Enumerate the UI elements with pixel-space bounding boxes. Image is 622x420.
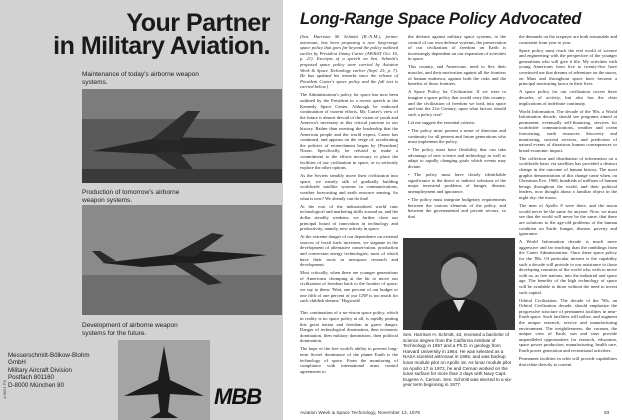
paragraph: A World Information decade is much more aggressive and far reaching than the ramblings from the Carter Administration. Once these space policy for the '80s. Of particular interest is the capability such a decade will provide to our assistance to those developing countries of the world who wish to move with us, as free nations, into the industrial and space age. The benefits of the high technology of space will be available to those without the need to invest such capital. <box>519 239 617 295</box>
fighter-jet-image <box>118 340 210 420</box>
ad-code: A 8621 PS <box>2 380 7 399</box>
paragraph: the defense against military space systems, to the control of our own defense systems, the preservation of our civilization of freedom on Earth is increasingly dependent on our expansion of activities in space. <box>408 34 506 62</box>
paragraph: • The policy must have flexibility that can take advantage of new science and technology as well as adapt to rapidly changing goals which events may dictate. <box>408 147 506 169</box>
company-line: Military Aircraft Division <box>8 366 72 374</box>
company-line: Postfach 801160 <box>8 374 54 382</box>
paragraph: • The policy must present a sense of direction and continuity for all present and future generations who must implement the policy. <box>408 127 506 145</box>
paragraph: • The policy must integrate budgetary requirements between the various elements of the policy, and between the governmental and private sectors, so that <box>408 196 506 219</box>
paragraph: As the Soviets steadily move their civilization into space, we merely talk of gradually building worldwide satellite systems in communications, weather forecasting and earth resource sensing. So what is new? We already can do that! <box>300 173 398 201</box>
paragraph: A space policy for our civilization covers three decades of activity, but also has the clear implications of indefinite continuity. <box>519 89 617 106</box>
article <box>300 0 622 420</box>
article-column-3 <box>519 34 617 410</box>
page-footer-source: Aviation Week & Space Technology, November 13, 1978 <box>300 411 420 416</box>
aircraft-hangar-image <box>82 89 282 183</box>
ad-headline-line1: Your Partner <box>126 9 270 37</box>
mbb-logo: MBB <box>214 384 262 409</box>
ad-company-address <box>8 352 90 389</box>
mbb-advertisement <box>0 0 283 420</box>
paragraph: World Information. The decade of the '80s, a World Information decade, should see programs aimed at permanent, eventually self-financing, services for worldwide communications, weather and ocean forecasting, earth resources discovery and monitoring, societal services, and prediction of natural events of disastrous human consequences or broad economic impact. <box>519 108 617 153</box>
ad-photo-maintenance <box>82 89 282 183</box>
page-number: 83 <box>604 411 610 416</box>
ad-caption-production: Production of tomorrow's airborne weapon systems. <box>82 189 180 204</box>
paragraph: This continuation of a no-vision space policy, which in reality is no space policy at all, is rapidly putting this great nation and freedom in grave danger. Danger of technological domination, then economic domination, then military domination, then political domination. <box>300 310 398 344</box>
company-line: D-8000 München 80 <box>8 381 65 389</box>
paragraph: Orbital Civilization. The decade of the '90s, an Orbital Civilization decade, should emphasize the progressive structure of permanent facilities in near-Earth space. Such facilities will utilize, and augment the unique research, service and manufacturing environment. The weightlessness, the vacuum, the unique view of Earth, sun and stars provide unparalleled opportunities for research, education, space power production, manufacturing, health care, Earth power generation and recreational activities. <box>519 297 617 353</box>
paragraph: The collection and distribution of information on a worldwide basis via satellites has provided a distinct change in the outcome of human history. The most graphic demonstration of this change came when, on Christmas Eve, 1968, hundreds of millions of human beings throughout the world, and their political leaders, now thought about a familiar object in the night sky: the moon. <box>519 155 617 201</box>
ad-headline-line2: in Military Aviation. <box>53 32 270 60</box>
photo-caption: Sen. Harrison H. Schmitt, 43, received a bachelor of science degree from the California Institute of Technology in 1957 and a Ph.D. in geology from Harvard University in 1964. He was selected as a NASA scientist astronaut in 1965, and was backup lunar module pilot on Apollo 15. As lunar module pilot on Apollo 17 in 1972, he and Cernan worked on the lunar surface for more than 3 days with Navy Capt. Eugene A. Cernan. Sen. Schmitt was elected to a six-year term beginning in 1977. <box>403 332 513 388</box>
portrait-image <box>403 238 515 330</box>
paragraph: The Administration's policy for space has now been outlined by the President in a recent speech at the Kennedy Space Center. Although he endorsed continuation of current efforts, Mr. Carter's view of the future is almost devoid of the vision of youth and America's necessary at this critical juncture in our history. Rather than exerting the leadership that the American people and the world expect, Carter has continued, and appears on the verge of, accelerating the policies of retrenchment begun by [President] Nixon. Specifically, he refused to make a commitment to the efforts necessary to place the facilities of our civilization in space, or to seriously explore the other options. <box>300 92 398 171</box>
paragraph: At the root of the industrialized world runs technological and marketing skills around us, and the dollar steadily weakens, we further close our principal hoard of innovation in technology and productivity, namely, new activity in space. <box>300 203 398 232</box>
paragraph: At the extreme danger of our dependence on external sources of fossil fuels increases, we stagnate in the development of alternative conservation, production and conversion energy technologies, most of which have their roots in aerospace research and development. <box>300 234 398 268</box>
jet-in-flight-image <box>82 205 282 315</box>
paragraph: (Sen. Harrison M. Schmitt (R.-N.M.), former astronaut, has been proposing a new long-range space policy that goes far beyond the policy outlined earlier by President Jimmy Carter (AW&ST Oct. 16, p. 21). Excerpts of a speech on Sen. Schmitt's proposed space policy were carried by Aviation Week & Space Technology earlier (Sept. 25, p. 7). He has updated his remarks since the release of President Carter's space policy and the full text is carried below.) <box>300 34 398 90</box>
paragraph: the demands on the taxpayer are both reasonable and consistent from year to year. <box>519 34 617 45</box>
article-column-2 <box>408 34 506 234</box>
ad-caption-development: Development of airborne weapon systems for the future. <box>82 322 178 337</box>
schmitt-photo <box>403 238 515 330</box>
article-column-1 <box>300 34 398 377</box>
paragraph: Most critically, when there are younger generations of Americans chomping at the bit to move our civilization of freedom back to the frontier of space, we say to them: 'Wait, one percent of our budget or one fifth of one percent of our GNP is too much for such childish dreams.' Hogwash! <box>300 270 398 304</box>
article-title: Long-Range Space Policy Advocated <box>300 10 582 28</box>
paragraph: Space policy must reach the real world of science and engineering with the perspective of the younger generations who will give it life. My activities with young Americans from five to twenty-five have convinced me that dreams of adventure on the moon, on Mars and throughout space have become a principal motivating factor in their lives. <box>519 47 617 87</box>
paragraph: The men of Apollo 8 were there, and the moon would never be the same for anyone. Now, we must see that the world will never be the same, that there are solutions to the age-old problems of the human condition on Earth: hunger, disease, poverty and ignorance. <box>519 203 617 237</box>
paragraph: Permanent facilities in orbit will provide capabilities that relate directly to current <box>519 356 617 367</box>
company-line: Messerschmitt-Bölkow-Blohm <box>8 352 90 359</box>
ad-photo-production <box>82 205 282 315</box>
paragraph: A Space Policy for Civilization. If we were to imagine a space policy that would carry this country, and the civilization of freedom we lead, into space and into the 21st Century, upon what factors should such a policy rest? <box>408 89 506 117</box>
ad-headline <box>40 9 270 60</box>
paragraph: Let me suggest the essential criteria: <box>408 119 475 125</box>
company-line: GmbH <box>8 359 26 367</box>
ad-photo-development <box>118 340 210 420</box>
ad-caption-maintenance: Maintenance of today's airborne weapon systems. <box>82 71 199 86</box>
paragraph: This country, and Americans, need to flex their muscles, and their motivation against all the frontiers of human endeavor, against both the risks and the benefits of those frontiers. <box>408 64 506 87</box>
paragraph: • The policy must have clearly identifiable significance to the direct or indirect solutions of the major terrestrial problems of hunger, disease, unemployment and ignorance. <box>408 172 506 194</box>
paragraph: The hope of the free world's ability to prevent long-term Soviet dominance of the planet Earth is the technology of space. From the monitoring of compliance with international arms control agreements to <box>300 346 398 374</box>
